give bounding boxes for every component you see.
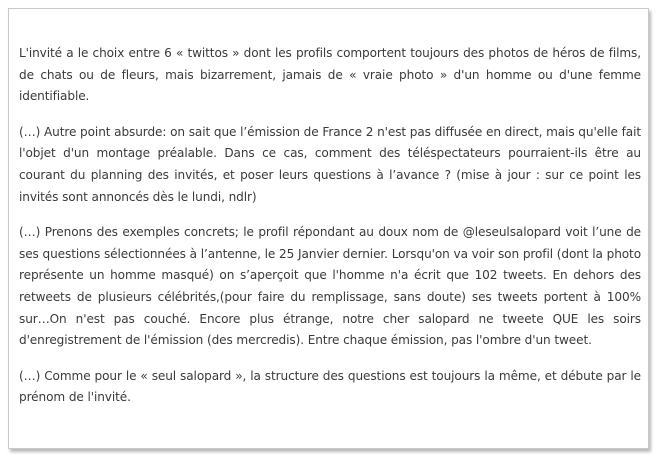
paragraph-2: (…) Autre point absurde: on sait que l’émission de France 2 n'est pas diffusée en direct, mais qu'elle fait l'objet d'un montage préalable. Dans ce cas, comment des téléspectateurs pourraient-ils être au courant du planning des invités, et poser leurs questions à l’avance ? (mise à jour : sur ce point les invités sont annoncés dès le lundi, ndlr) [19,124,641,204]
paragraph-4: (…) Comme pour le « seul salopard », la structure des questions est toujours la même, et débute par le prénom de l'invité. [19,368,641,405]
paragraph-1: L'invité a le choix entre 6 « twittos » dont les profils comportent toujours des photos de héros de films, de chats ou de fleurs, mais bizarrement, jamais de « vraie photo » d'un homme ou d'une femme identifiable. [19,46,641,104]
article-frame [8,8,649,449]
paragraph-3: (…) Prenons des exemples concrets; le profil répondant au doux nom de @leseulsalopard voit l’une de ses questions sélectionnées à l’antenne, le 25 Janvier dernier. Lorsqu'on va voir son profil (dont la photo représente un homme masqué) on s’aperçoit que l'homme n'a écrit que 102 tweets. En dehors des retweets de plusieurs célébrités,(pour faire du remplissage, sans doute) ses tweets portent à 100% sur…On n'est pas couché. Encore plus étrange, notre cher salopard ne tweete QUE les soirs d'enregistrement de l'émission (des mercredis). Entre chaque émission, pas l'ombre d'un tweet. [19,225,641,348]
article-body [19,43,641,423]
